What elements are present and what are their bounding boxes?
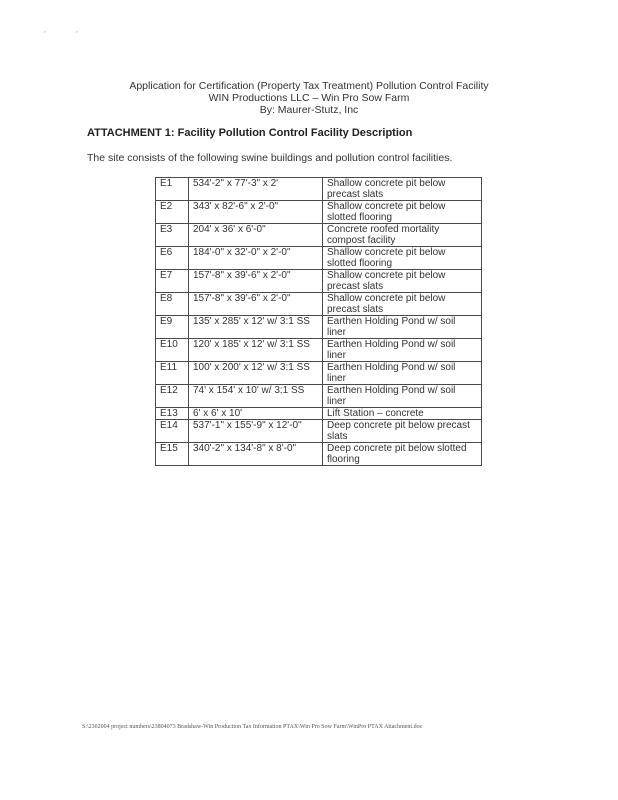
facility-code: E14 bbox=[156, 420, 189, 443]
facility-dimensions: 184'-0" x 32'-0" x 2'-0" bbox=[189, 247, 323, 270]
facility-code: E2 bbox=[156, 201, 189, 224]
facility-code: E10 bbox=[156, 339, 189, 362]
facility-description: Shallow concrete pit below slotted flooring bbox=[323, 201, 482, 224]
facility-description: Earthen Holding Pond w/ soil liner bbox=[323, 339, 482, 362]
facility-code: E9 bbox=[156, 316, 189, 339]
facility-code: E7 bbox=[156, 270, 189, 293]
facility-dimensions: 157'-8" x 39'-6" x 2'-0" bbox=[189, 270, 323, 293]
facility-description: Deep concrete pit below precast slats bbox=[323, 420, 482, 443]
facility-dimensions: 204' x 36' x 6'-0" bbox=[189, 224, 323, 247]
table-row bbox=[156, 293, 482, 316]
scan-speck: ' bbox=[44, 30, 46, 39]
table-row bbox=[156, 224, 482, 247]
facility-description: Deep concrete pit below slotted flooring bbox=[323, 443, 482, 466]
facility-dimensions: 6' x 6' x 10' bbox=[189, 408, 323, 420]
facility-dimensions: 537'-1" x 155'-9" x 12'-0" bbox=[189, 420, 323, 443]
footer-file-path: S:\2302004 project numbers\23804073 Bradshaw-Win Production Tax Information PTAX\Win Pro Sow Farm\WinPro PTAX Attachment.doc bbox=[82, 724, 423, 730]
table-row bbox=[156, 443, 482, 466]
facility-dimensions: 100' x 200' x 12' w/ 3:1 SS bbox=[189, 362, 323, 385]
facility-description: Earthen Holding Pond w/ soil liner bbox=[323, 316, 482, 339]
facility-description: Earthen Holding Pond w/ soil liner bbox=[323, 362, 482, 385]
facility-code: E12 bbox=[156, 385, 189, 408]
document-header bbox=[0, 80, 618, 116]
facility-table-body bbox=[156, 178, 482, 466]
table-row bbox=[156, 178, 482, 201]
scan-speck: ' bbox=[76, 30, 78, 39]
facility-code: E8 bbox=[156, 293, 189, 316]
table-row bbox=[156, 247, 482, 270]
table-row bbox=[156, 270, 482, 293]
facility-dimensions: 157'-8" x 39'-6" x 2'-0" bbox=[189, 293, 323, 316]
facility-code: E1 bbox=[156, 178, 189, 201]
facility-code: E3 bbox=[156, 224, 189, 247]
facility-description: Shallow concrete pit below precast slats bbox=[323, 178, 482, 201]
facility-description: Lift Station – concrete bbox=[323, 408, 482, 420]
facility-description: Concrete roofed mortality compost facility bbox=[323, 224, 482, 247]
facility-dimensions: 534'-2" x 77'-3" x 2' bbox=[189, 178, 323, 201]
facility-code: E13 bbox=[156, 408, 189, 420]
table-row bbox=[156, 420, 482, 443]
table-row bbox=[156, 201, 482, 224]
attachment-heading: ATTACHMENT 1: Facility Pollution Control Facility Description bbox=[87, 127, 413, 139]
facility-code: E11 bbox=[156, 362, 189, 385]
table-row bbox=[156, 339, 482, 362]
facility-code: E15 bbox=[156, 443, 189, 466]
header-author: By: Maurer-Stutz, Inc bbox=[259, 104, 359, 116]
facility-dimensions: 340'-2" x 134'-8" x 8'-0" bbox=[189, 443, 323, 466]
facility-dimensions: 343' x 82'-6" x 2'-0" bbox=[189, 201, 323, 224]
facility-description: Earthen Holding Pond w/ soil liner bbox=[323, 385, 482, 408]
table-row bbox=[156, 385, 482, 408]
facility-description: Shallow concrete pit below slotted flooring bbox=[323, 247, 482, 270]
facility-dimensions: 135' x 285' x 12' w/ 3:1 SS bbox=[189, 316, 323, 339]
header-title: Application for Certification (Property Tax Treatment) Pollution Control Facility bbox=[129, 80, 489, 92]
table-row bbox=[156, 408, 482, 420]
table-row bbox=[156, 362, 482, 385]
facility-dimensions: 74' x 154' x 10' w/ 3:1 SS bbox=[189, 385, 323, 408]
table-row bbox=[156, 316, 482, 339]
facility-code: E6 bbox=[156, 247, 189, 270]
facility-table bbox=[155, 177, 482, 466]
facility-description: Shallow concrete pit below precast slats bbox=[323, 293, 482, 316]
intro-paragraph: The site consists of the following swine buildings and pollution control facilities. bbox=[87, 152, 453, 164]
facility-description: Shallow concrete pit below precast slats bbox=[323, 270, 482, 293]
header-company: WIN Productions LLC – Win Pro Sow Farm bbox=[208, 92, 410, 104]
facility-dimensions: 120' x 185' x 12' w/ 3:1 SS bbox=[189, 339, 323, 362]
